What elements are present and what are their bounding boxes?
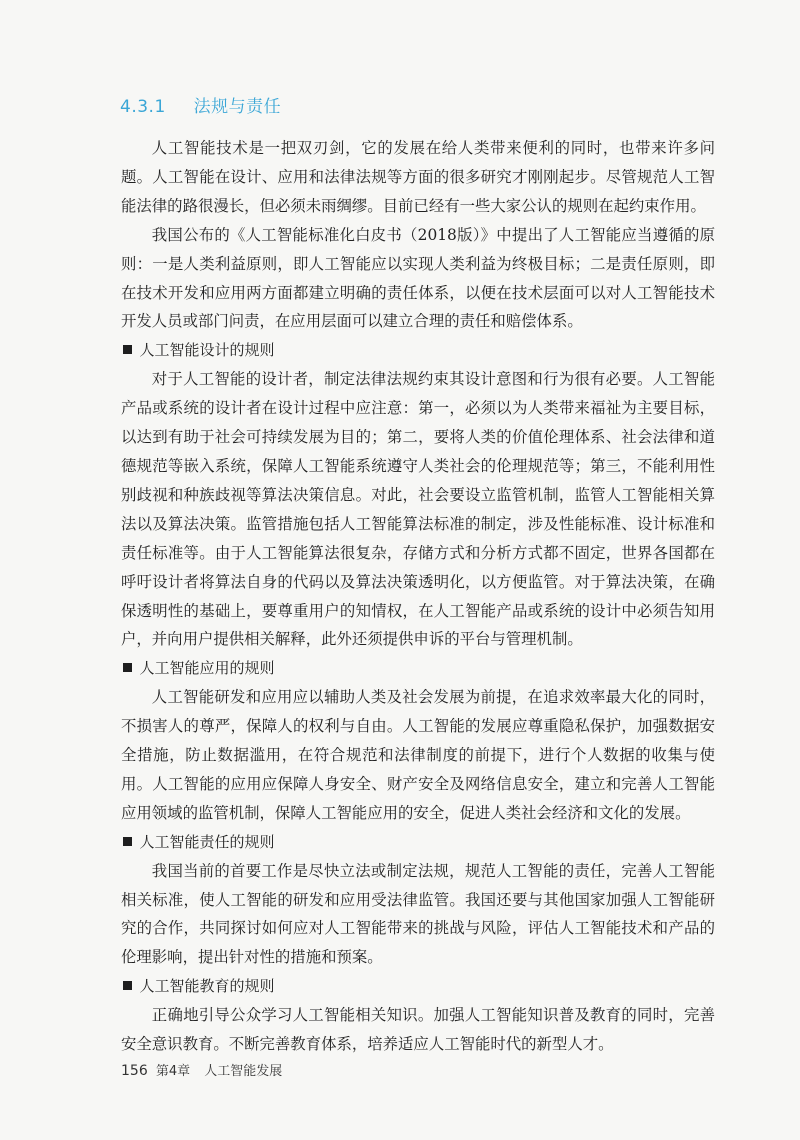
education-rule-paragraph: 正确地引导公众学习人工智能相关知识。加强人工智能知识普及教育的同时，完善安全意识教育。不断完善教育体系，培养适应人工智能时代的新型人才。	[121, 1006, 715, 1054]
intro-paragraph-1: 人工智能技术是一把双刃剑，它的发展在给人类带来便利的同时，也带来许多问题。人工智能在设计、应用和法律法规等方面的很多研究才刚刚起步。尽管规范人工智能法律的路很漫长，但必须未雨绸缪。目前已经有一些大家公认的规则在起约束作用。	[121, 139, 715, 215]
design-rule-paragraph: 对于人工智能的设计者，制定法律法规约束其设计意图和行为很有必要。人工智能产品或系统的设计者在设计过程中应注意：第一，必须以为人类带来福祉为主要目标，以达到有助于社会可持续发展为目的；第二，要将人类的价值伦理体系、社会法律和道德规范等嵌入系统，保障人工智能系统遵守人类社会的伦理规范等；第三，不能利用性别歧视和种族歧视等算法决策信息。对此，社会要设立监管机制，监管人工智能相关算法以及算法决策。监管措施包括人工智能算法标准的制定，涉及性能标准、设计标准和责任标准等。由于人工智能算法很复杂，存储方式和分析方式都不固定，世界各国都在呼吁设计者将算法自身的代码以及算法决策透明化，以方便监管。对于算法决策，在确保透明性的基础上，要尊重用户的知情权，在人工智能产品或系统的设计中必须告知用户，并向用户提供相关解释，此外还须提供申诉的平台与管理机制。	[121, 370, 715, 649]
intro-paragraph-2: 我国公布的《人工智能标准化白皮书（2018版）》中提出了人工智能应当遵循的原则：一是人类利益原则，即人工智能应以实现人类利益为终极目标；二是责任原则，即在技术开发和应用两方面都建立明确的责任体系，以便在技术层面可以对人工智能技术开发人员或部门问责，在应用层面可以建立合理的责任和赔偿体系。	[121, 225, 715, 331]
bullet-square-icon	[123, 837, 132, 846]
responsibility-rule-paragraph: 我国当前的首要工作是尽快立法或制定法规，规范人工智能的责任，完善人工智能相关标准，使人工智能的研发和应用受法律监管。我国还要与其他国家加强人工智能研究的合作，共同探讨如何应对人工智能带来的挑战与风险，评估人工智能技术和产品的伦理影响，提出针对性的措施和预案。	[121, 861, 715, 967]
application-rule-heading-text: 人工智能应用的规则	[139, 659, 275, 678]
education-rule-heading	[121, 972, 715, 1001]
application-rule-heading	[121, 654, 715, 683]
design-rule-heading-text: 人工智能设计的规则	[139, 341, 275, 360]
bullet-square-icon	[123, 981, 132, 990]
education-rule-heading-text: 人工智能教育的规则	[139, 977, 275, 996]
responsibility-rule-heading-text: 人工智能责任的规则	[139, 832, 275, 851]
responsibility-rule-heading	[121, 828, 715, 857]
section-title: 法规与责任	[193, 97, 282, 117]
chapter-title: 人工智能发展	[204, 1064, 283, 1079]
bullet-square-icon	[123, 345, 132, 354]
bullet-square-icon	[123, 663, 132, 672]
chapter-label: 第4章	[155, 1064, 191, 1079]
design-rule-heading	[121, 336, 715, 365]
body-content	[121, 134, 715, 1059]
application-rule-paragraph: 人工智能研发和应用应以辅助人类及社会发展为前提，在追求效率最大化的同时，不损害人的尊严，保障人的权利与自由。人工智能的发展应尊重隐私保护，加强数据安全措施，防止数据滥用，在符合规范和法律制度的前提下，进行个人数据的收集与使用。人工智能的应用应保障人身安全、财产安全及网络信息安全，建立和完善人工智能应用领域的监管机制，保障人工智能应用的安全，促进人类社会经济和文化的发展。	[121, 688, 715, 822]
section-heading	[120, 92, 281, 117]
section-number: 4.3.1	[120, 97, 166, 117]
page-number: 156	[121, 1063, 148, 1079]
page-footer	[121, 1060, 282, 1079]
